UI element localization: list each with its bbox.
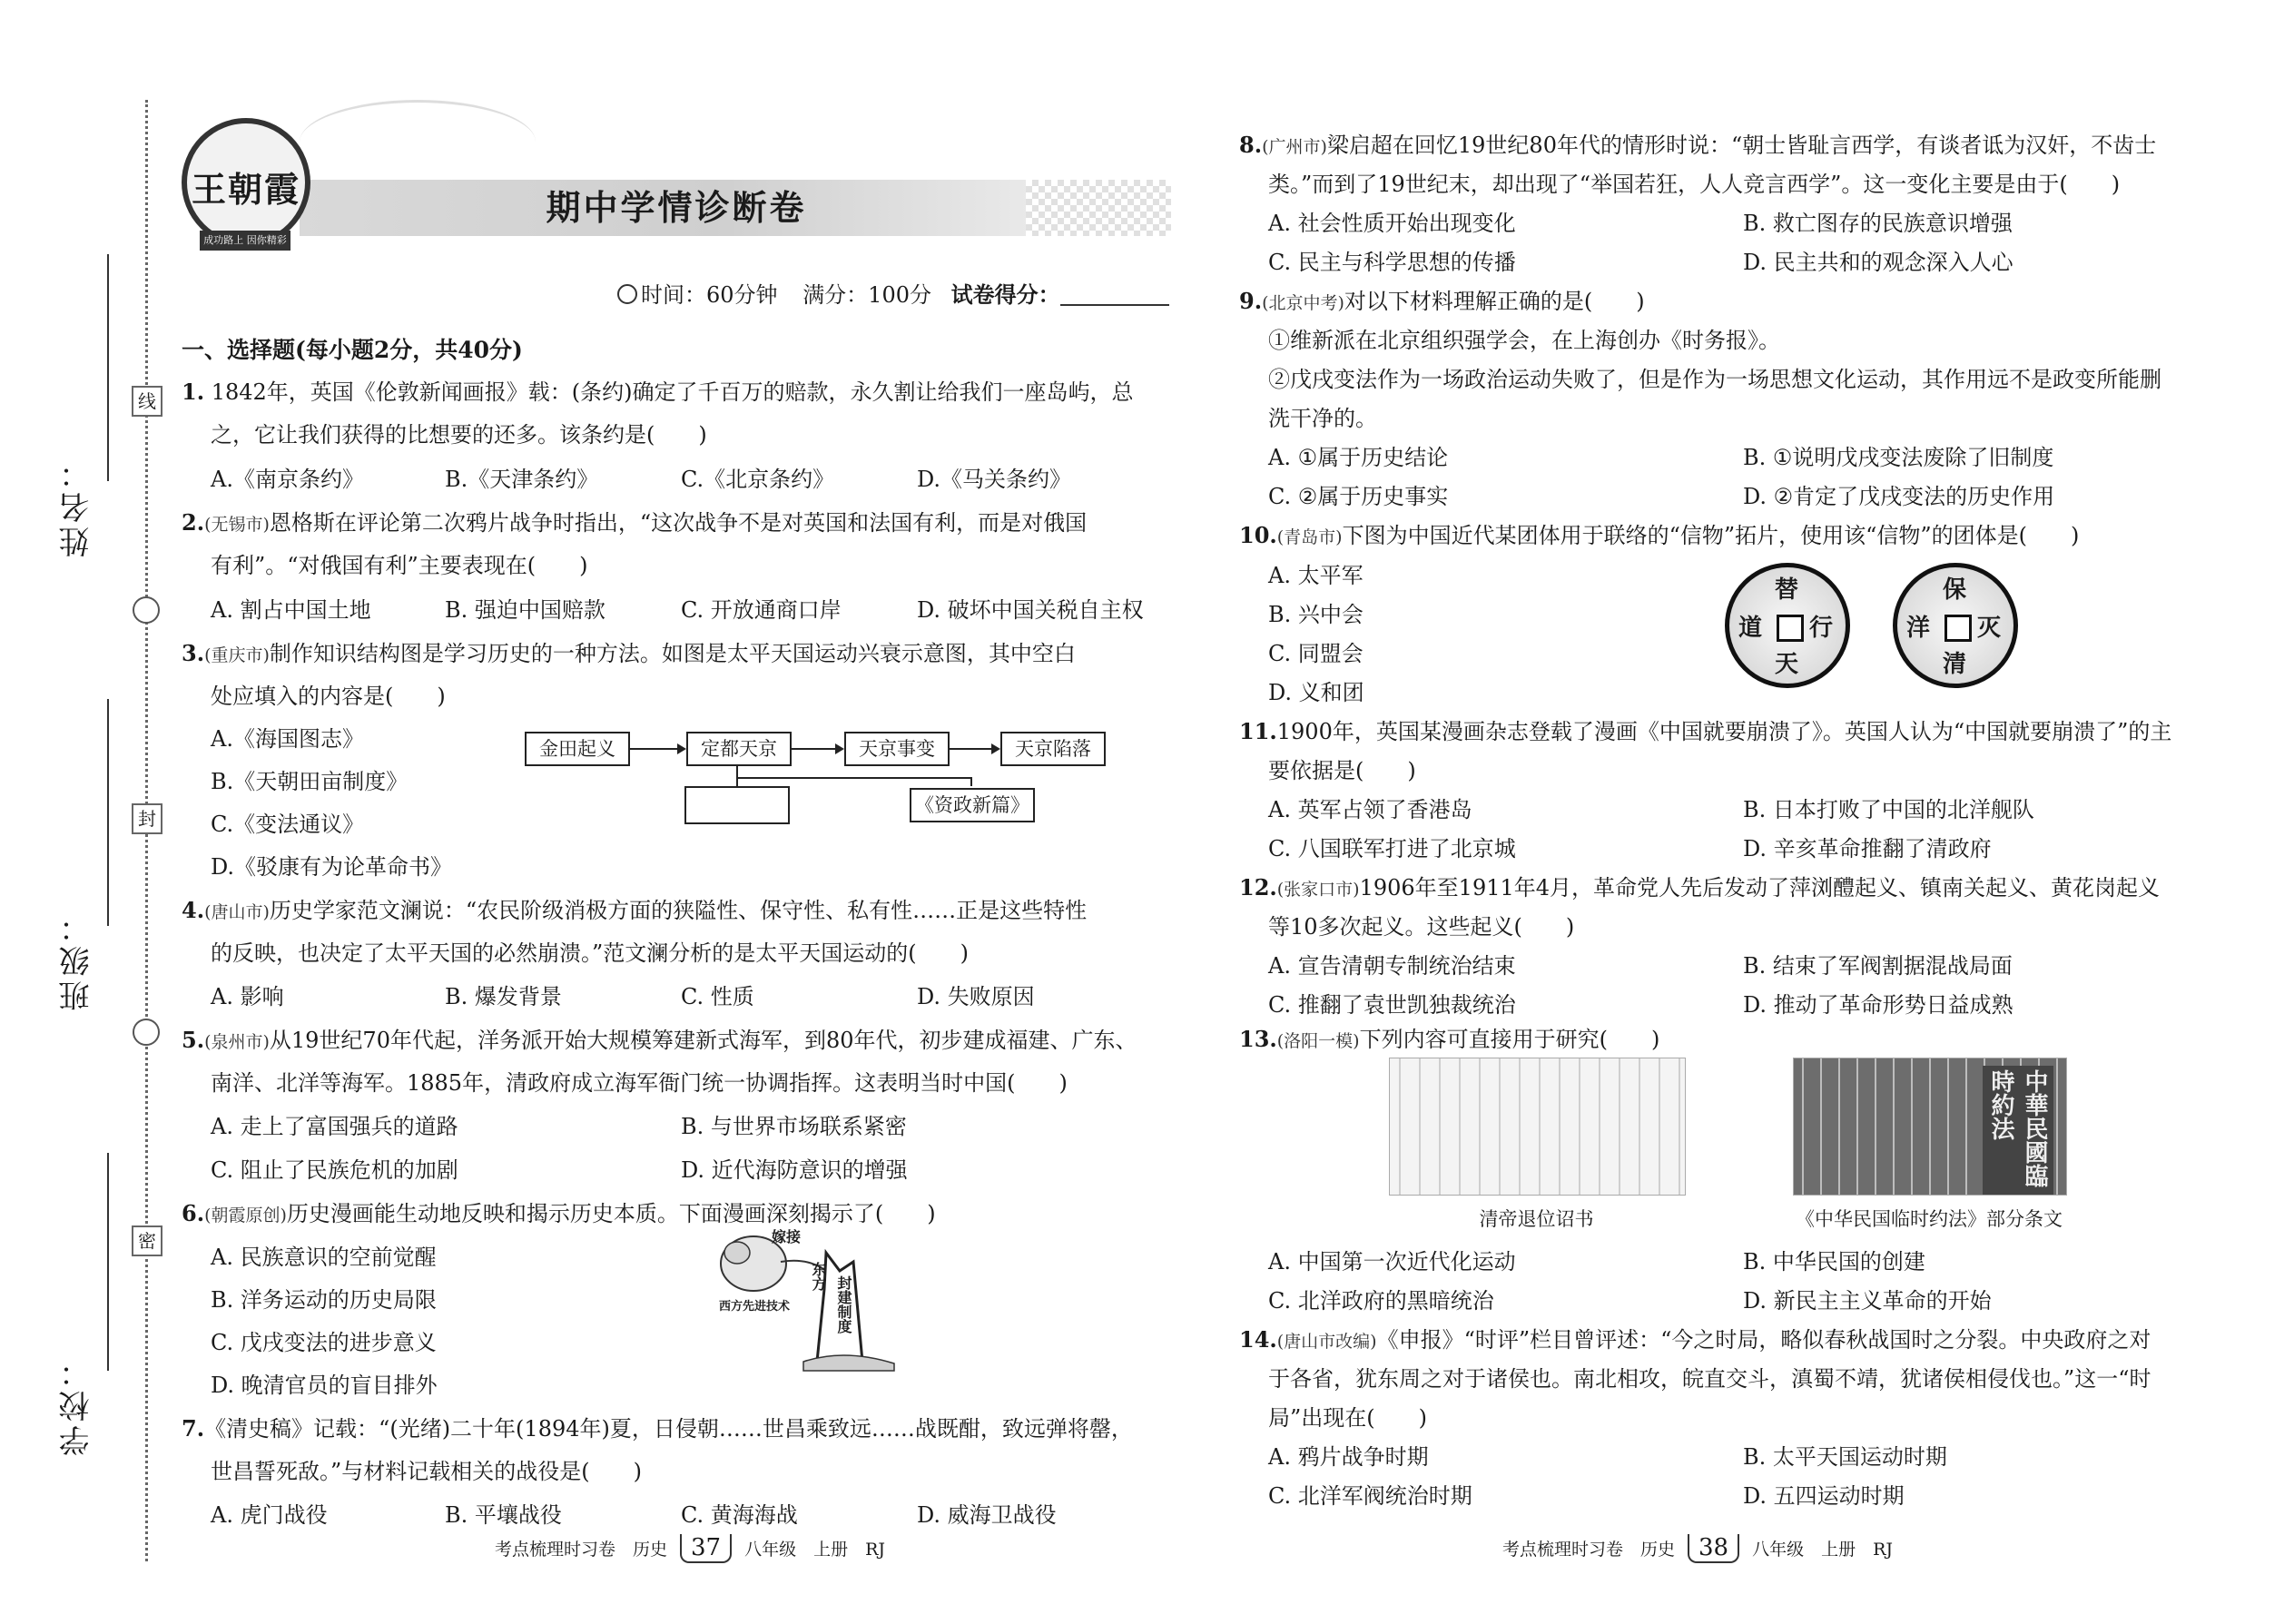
- question-text: 《申报》“时评”栏目曾评述：“今之时局，略似春秋战国时之分裂。中央政府之对: [1376, 1327, 2151, 1353]
- caption-constitution: 《中华民国临时约法》部分条文: [1796, 1208, 2063, 1230]
- flow-blank-box: [684, 786, 790, 824]
- question-number: 8.: [1239, 132, 1263, 158]
- footer-grade: 八年级 上册 RJ: [744, 1540, 886, 1560]
- flow-arrow-line: [628, 748, 677, 750]
- question-text: 下列内容可直接用于研究( ): [1359, 1027, 1660, 1052]
- school-label: 学校：: [59, 1353, 95, 1456]
- option-d[interactable]: D.《驳康有为论革命书》: [211, 854, 453, 880]
- question-text: 历史漫画能生动地反映和揭示历史本质。下面漫画深刻揭示了( ): [286, 1201, 936, 1226]
- option-b[interactable]: B. 结束了军阀割据混战局面: [1743, 953, 2013, 979]
- flow-box-jintian: 金田起义: [525, 732, 630, 766]
- coin-rubbing-2: [1893, 563, 2018, 688]
- question-9-material: 洗干净的。: [1268, 406, 1377, 431]
- option-b[interactable]: B.《天津条约》: [445, 467, 599, 492]
- question-source: (洛阳一模): [1276, 1031, 1360, 1051]
- option-d[interactable]: D. 推动了革命形势日益成熟: [1743, 992, 2013, 1018]
- question-number: 5.: [182, 1027, 205, 1053]
- option-d[interactable]: D. 失败原因: [917, 984, 1035, 1009]
- page-title: 期中学情诊断卷: [546, 187, 807, 228]
- coin-char: 保: [1943, 576, 1967, 604]
- flow-arrow-icon: [835, 743, 844, 754]
- option-a[interactable]: A.《南京条约》: [211, 467, 364, 492]
- cartoon-label-graft: 嫁接: [772, 1228, 802, 1245]
- question-8-line: [1239, 127, 2156, 159]
- option-d[interactable]: D.《马关条约》: [917, 467, 1072, 492]
- question-source: (无锡市): [204, 515, 270, 535]
- question-3-line: 处应填入的内容是( ): [211, 684, 446, 709]
- name-label: 姓名：: [59, 454, 95, 557]
- option-c[interactable]: C.《北京条约》: [681, 467, 835, 492]
- logo-slogan: 成功路上 因你精彩: [200, 231, 290, 251]
- option-c[interactable]: C.《变法通议》: [211, 812, 365, 837]
- option-b[interactable]: B. 救亡图存的民族意识增强: [1743, 211, 2013, 236]
- coin-char: 行: [1809, 615, 1834, 642]
- coin-char: 替: [1775, 576, 1799, 604]
- brand-logo: [182, 118, 310, 247]
- question-text: 恩格斯在评论第二次鸦片战争时指出，“这次战争不是对英国和法国有利，而是对俄国: [269, 510, 1088, 536]
- question-source: (朝霞原创): [204, 1206, 287, 1225]
- footer-series: 考点梳理时习卷 历史: [1502, 1540, 1676, 1560]
- question-10-line: [1239, 517, 2079, 549]
- flow-arrow-icon: [677, 743, 686, 754]
- option-a[interactable]: A. 虎门战役: [211, 1502, 328, 1528]
- footer-grade: 八年级 上册 RJ: [1752, 1540, 1894, 1560]
- flow-box-zizheng: 《资政新篇》: [910, 788, 1035, 822]
- time-limit: 时间：60分钟: [641, 282, 778, 308]
- question-4-line: [182, 892, 1087, 924]
- question-14-line: 于各省，犹东周之对于诸侯也。南北相攻，皖直交斗，滇蜀不靖，犹诸侯相侵伐也。”这一“时: [1268, 1366, 2151, 1392]
- footer-left: [495, 1534, 885, 1563]
- flow-box-tianjing: 定都天京: [686, 732, 792, 766]
- option-d[interactable]: D. ②肯定了戊戌变法的历史作用: [1743, 484, 2055, 509]
- question-source: (唐山市改编): [1276, 1332, 1377, 1352]
- option-c[interactable]: C. 推翻了袁世凯独裁统治: [1268, 992, 1516, 1018]
- question-source: (北京中考): [1262, 293, 1344, 313]
- question-9-material: ②戊戌变法作为一场政治运动失败了，但是作为一场思想文化运动，其作用远不是政变所能删: [1268, 367, 2161, 392]
- flow-box-fall: 天京陷落: [1000, 732, 1106, 766]
- option-d[interactable]: D. 义和团: [1268, 680, 1364, 705]
- option-b[interactable]: B. 洋务运动的历史局限: [211, 1287, 437, 1313]
- question-1-line: [182, 374, 1134, 406]
- question-number: 1.: [182, 379, 205, 405]
- coin-char: 天: [1775, 651, 1799, 678]
- question-text: 1906年至1911年4月，革命党人先后发动了萍浏醴起义、镇南关起义、黄花岗起义: [1359, 875, 2161, 901]
- option-c[interactable]: C. 性质: [681, 984, 754, 1009]
- question-number: 9.: [1239, 288, 1263, 314]
- option-d[interactable]: D. 辛亥革命推翻了清政府: [1743, 836, 1992, 861]
- option-b[interactable]: B. 太平天国运动时期: [1743, 1444, 1947, 1470]
- question-text: 从19世纪70年代起，洋务派开始大规模筹建新式海军，到80年代，初步建成福建、广东、: [269, 1028, 1137, 1053]
- flow-branch-line: [970, 777, 972, 786]
- question-number: 4.: [182, 897, 205, 923]
- question-7-line: [182, 1411, 1133, 1442]
- option-a[interactable]: A. 英军占领了香港岛: [1268, 797, 1472, 822]
- binding-margin: [0, 0, 172, 1624]
- seal-mark-secret: 密: [132, 1225, 162, 1256]
- question-number: 12.: [1239, 874, 1277, 901]
- question-3-line: [182, 635, 1076, 667]
- flow-arrow-line: [948, 748, 991, 750]
- question-6-line: [182, 1196, 936, 1227]
- question-number: 11.: [1239, 718, 1277, 744]
- flow-branch-line: [736, 777, 738, 786]
- question-9-line: [1239, 283, 1645, 315]
- option-c[interactable]: C. 北洋政府的黑暗统治: [1268, 1288, 1494, 1314]
- option-a[interactable]: A. 走上了富国强兵的道路: [211, 1114, 458, 1139]
- question-number: 6.: [182, 1200, 205, 1226]
- question-11-line: [1239, 714, 2171, 745]
- provisional-constitution-image: [1793, 1058, 2067, 1196]
- question-11-line: 要依据是( ): [1268, 758, 1416, 783]
- seal-mark-seal: 封: [132, 803, 162, 834]
- coin-char: 灭: [1977, 615, 2002, 642]
- option-a[interactable]: A. 影响: [211, 984, 284, 1009]
- question-text: 对以下材料理解正确的是( ): [1344, 289, 1645, 314]
- footer-right: [1502, 1534, 1893, 1563]
- caption-abdication: 清帝退位诏书: [1479, 1208, 1594, 1230]
- question-12-line: 等10多次起义。这些起义( ): [1268, 914, 1575, 940]
- question-text: 制作知识结构图是学习历史的一种方法。如图是太平天国运动兴衰示意图，其中空白: [269, 641, 1076, 666]
- option-a[interactable]: A. ①属于历史结论: [1268, 445, 1449, 470]
- question-number: 7.: [182, 1415, 205, 1442]
- option-d[interactable]: D. 晚清官员的盲目排外: [211, 1373, 438, 1398]
- option-c[interactable]: C. 阻止了民族危机的加剧: [211, 1157, 458, 1183]
- option-b[interactable]: B. 中华民国的创建: [1743, 1249, 1925, 1275]
- page-number: 37: [680, 1534, 732, 1563]
- option-b[interactable]: B. 爆发背景: [445, 984, 562, 1009]
- option-c[interactable]: C. 戊戌变法的进步意义: [211, 1330, 437, 1355]
- option-a[interactable]: A.《海国图志》: [211, 726, 364, 752]
- option-c[interactable]: C. 开放通商口岸: [681, 597, 842, 623]
- coin-char: 道: [1738, 615, 1763, 642]
- question-number: 3.: [182, 640, 205, 666]
- binding-hole-icon: [133, 596, 160, 624]
- question-2-line: [182, 505, 1087, 536]
- decorative-swirl: [300, 100, 536, 184]
- question-source: (重庆市): [204, 645, 270, 665]
- question-source: (广州市): [1262, 137, 1327, 157]
- question-source: (唐山市): [204, 902, 270, 922]
- option-a[interactable]: A. 割占中国土地: [211, 597, 371, 623]
- question-text: 1842年，英国《伦敦新闻画报》载：(条约)确定了千百万的赔款，永久割让给我们一座岛屿，总: [211, 379, 1134, 405]
- option-c[interactable]: C. ②属于历史事实: [1268, 484, 1449, 509]
- flow-branch-line: [736, 777, 972, 779]
- question-text: 《清史稿》记载：“(光绪)二十年(1894年)夏，日侵朝……世昌乘致远……战既酣，致远弹将罄，: [204, 1416, 1133, 1442]
- question-2-line: 有利”。“对俄国有利”主要表现在( ): [211, 553, 588, 578]
- option-b[interactable]: B. 强迫中国赔款: [445, 597, 605, 623]
- name-underline: [107, 254, 109, 481]
- question-number: 13.: [1239, 1026, 1277, 1052]
- coin-rubbing-1: [1725, 563, 1850, 688]
- coin-char: 洋: [1906, 615, 1931, 642]
- option-b[interactable]: B. 日本打败了中国的北洋舰队: [1743, 797, 2034, 822]
- section-title: 一、选择题(每小题2分，共40分): [182, 337, 523, 363]
- option-a[interactable]: A. 太平军: [1268, 563, 1364, 588]
- flow-box-incident: 天京事变: [844, 732, 950, 766]
- question-text: 历史学家范文澜说：“农民阶级消极方面的狭隘性、保守性、私有性……正是这些特性: [269, 898, 1088, 923]
- option-a[interactable]: A. 社会性质开始出现变化: [1268, 211, 1516, 236]
- coin-hole: [1944, 615, 1972, 642]
- option-d[interactable]: D. 民主共和的观念深入人心: [1743, 250, 2013, 275]
- question-9-material: ①维新派在北京组织强学会，在上海创办《时务报》。: [1268, 328, 1780, 353]
- seal-mark-line: 线: [132, 386, 162, 417]
- coin-hole: [1777, 615, 1804, 642]
- full-score: 满分：100分: [802, 282, 931, 308]
- question-14-line: [1239, 1322, 2151, 1353]
- logo-name: 王朝霞: [191, 169, 300, 210]
- flow-arrow-line: [790, 748, 835, 750]
- option-c[interactable]: C. 黄海海战: [681, 1502, 798, 1528]
- option-b[interactable]: B. ①说明戊戌变法废除了旧制度: [1743, 445, 2054, 470]
- question-5-line: 南洋、北洋等海军。1885年，清政府成立海军衙门统一协调指挥。这表明当时中国( ): [211, 1070, 1068, 1096]
- cartoon-label-west: 西方先进技术: [719, 1300, 791, 1314]
- question-8-line: 类。”而到了19世纪末，却出现了“举国若狂，人人竞言西学”。这一变化主要是由于( ): [1268, 172, 2121, 197]
- coin-char: 清: [1943, 651, 1967, 678]
- question-number: 10.: [1239, 522, 1277, 548]
- option-c[interactable]: C. 民主与科学思想的传播: [1268, 250, 1516, 275]
- question-number: 2.: [182, 509, 205, 536]
- question-text: 下图为中国近代某团体用于联络的“信物”拓片，使用该“信物”的团体是( ): [1342, 523, 2080, 548]
- question-12-line: [1239, 870, 2160, 901]
- option-a[interactable]: A. 鸦片战争时期: [1268, 1444, 1429, 1470]
- option-c[interactable]: C. 同盟会: [1268, 641, 1364, 666]
- option-a[interactable]: A. 宣告清朝专制统治结束: [1268, 953, 1516, 979]
- question-source: (青岛市): [1276, 527, 1343, 547]
- option-b[interactable]: B. 平壤战役: [445, 1502, 562, 1528]
- flow-arrow-icon: [991, 743, 1000, 754]
- question-1-line: 之，它让我们获得的比想要的还多。该条约是( ): [211, 422, 707, 448]
- option-b[interactable]: B.《天朝田亩制度》: [211, 769, 409, 794]
- class-underline: [107, 699, 109, 926]
- option-b[interactable]: B. 兴中会: [1268, 602, 1364, 627]
- binding-hole-icon: [133, 1019, 160, 1046]
- abdication-edict-image: [1389, 1058, 1686, 1196]
- question-4-line: 的反映，也决定了太平天国的必然崩溃。”范文澜分析的是太平天国运动的( ): [211, 940, 969, 966]
- exam-meta: [617, 277, 1169, 309]
- score-label: 试卷得分：: [950, 281, 1060, 308]
- footer-series: 考点梳理时习卷 历史: [495, 1540, 668, 1560]
- option-d[interactable]: D. 新民主主义革命的开始: [1743, 1288, 1992, 1314]
- option-d[interactable]: D. 威海卫战役: [917, 1502, 1057, 1528]
- option-a[interactable]: A. 民族意识的空前觉醒: [211, 1245, 437, 1270]
- score-blank[interactable]: [1060, 284, 1169, 306]
- cartoon-label-system: 封建制度: [835, 1275, 852, 1334]
- class-label: 班级：: [59, 908, 95, 1011]
- option-c[interactable]: C. 八国联军打进了北京城: [1268, 836, 1516, 861]
- question-7-line: 世昌誓死敌。”与材料记载相关的战役是( ): [211, 1459, 642, 1484]
- question-13-line: [1239, 1021, 1659, 1053]
- option-d[interactable]: D. 五四运动时期: [1743, 1483, 1905, 1509]
- grafting-cartoon: [717, 1225, 899, 1375]
- question-source: (张家口市): [1276, 880, 1360, 900]
- question-5-line: [182, 1022, 1137, 1054]
- question-text: 梁启超在回忆19世纪80年代的情形时说：“朝士皆耻言西学，有谈者诋为汉奸，不齿士: [1326, 133, 2157, 158]
- option-b[interactable]: B. 与世界市场联系紧密: [681, 1114, 907, 1139]
- question-text: 1900年，英国某漫画杂志登载了漫画《中国就要崩溃了》。英国人认为“中国就要崩溃了”的主: [1276, 719, 2172, 744]
- option-a[interactable]: A. 中国第一次近代化运动: [1268, 1249, 1516, 1275]
- cartoon-label-east: 东方: [810, 1262, 827, 1291]
- option-d[interactable]: D. 破坏中国关税自主权: [917, 597, 1144, 623]
- option-d[interactable]: D. 近代海防意识的增强: [681, 1157, 908, 1183]
- clock-icon: [617, 284, 637, 304]
- constitution-title-seal: 中華民國臨時約法: [1983, 1066, 2053, 1195]
- school-underline: [107, 1153, 109, 1371]
- question-source: (泉州市): [204, 1032, 270, 1052]
- question-14-line: 局”出现在( ): [1268, 1405, 1427, 1431]
- page-number: 38: [1688, 1534, 1739, 1563]
- question-number: 14.: [1239, 1326, 1277, 1353]
- option-c[interactable]: C. 北洋军阀统治时期: [1268, 1483, 1472, 1509]
